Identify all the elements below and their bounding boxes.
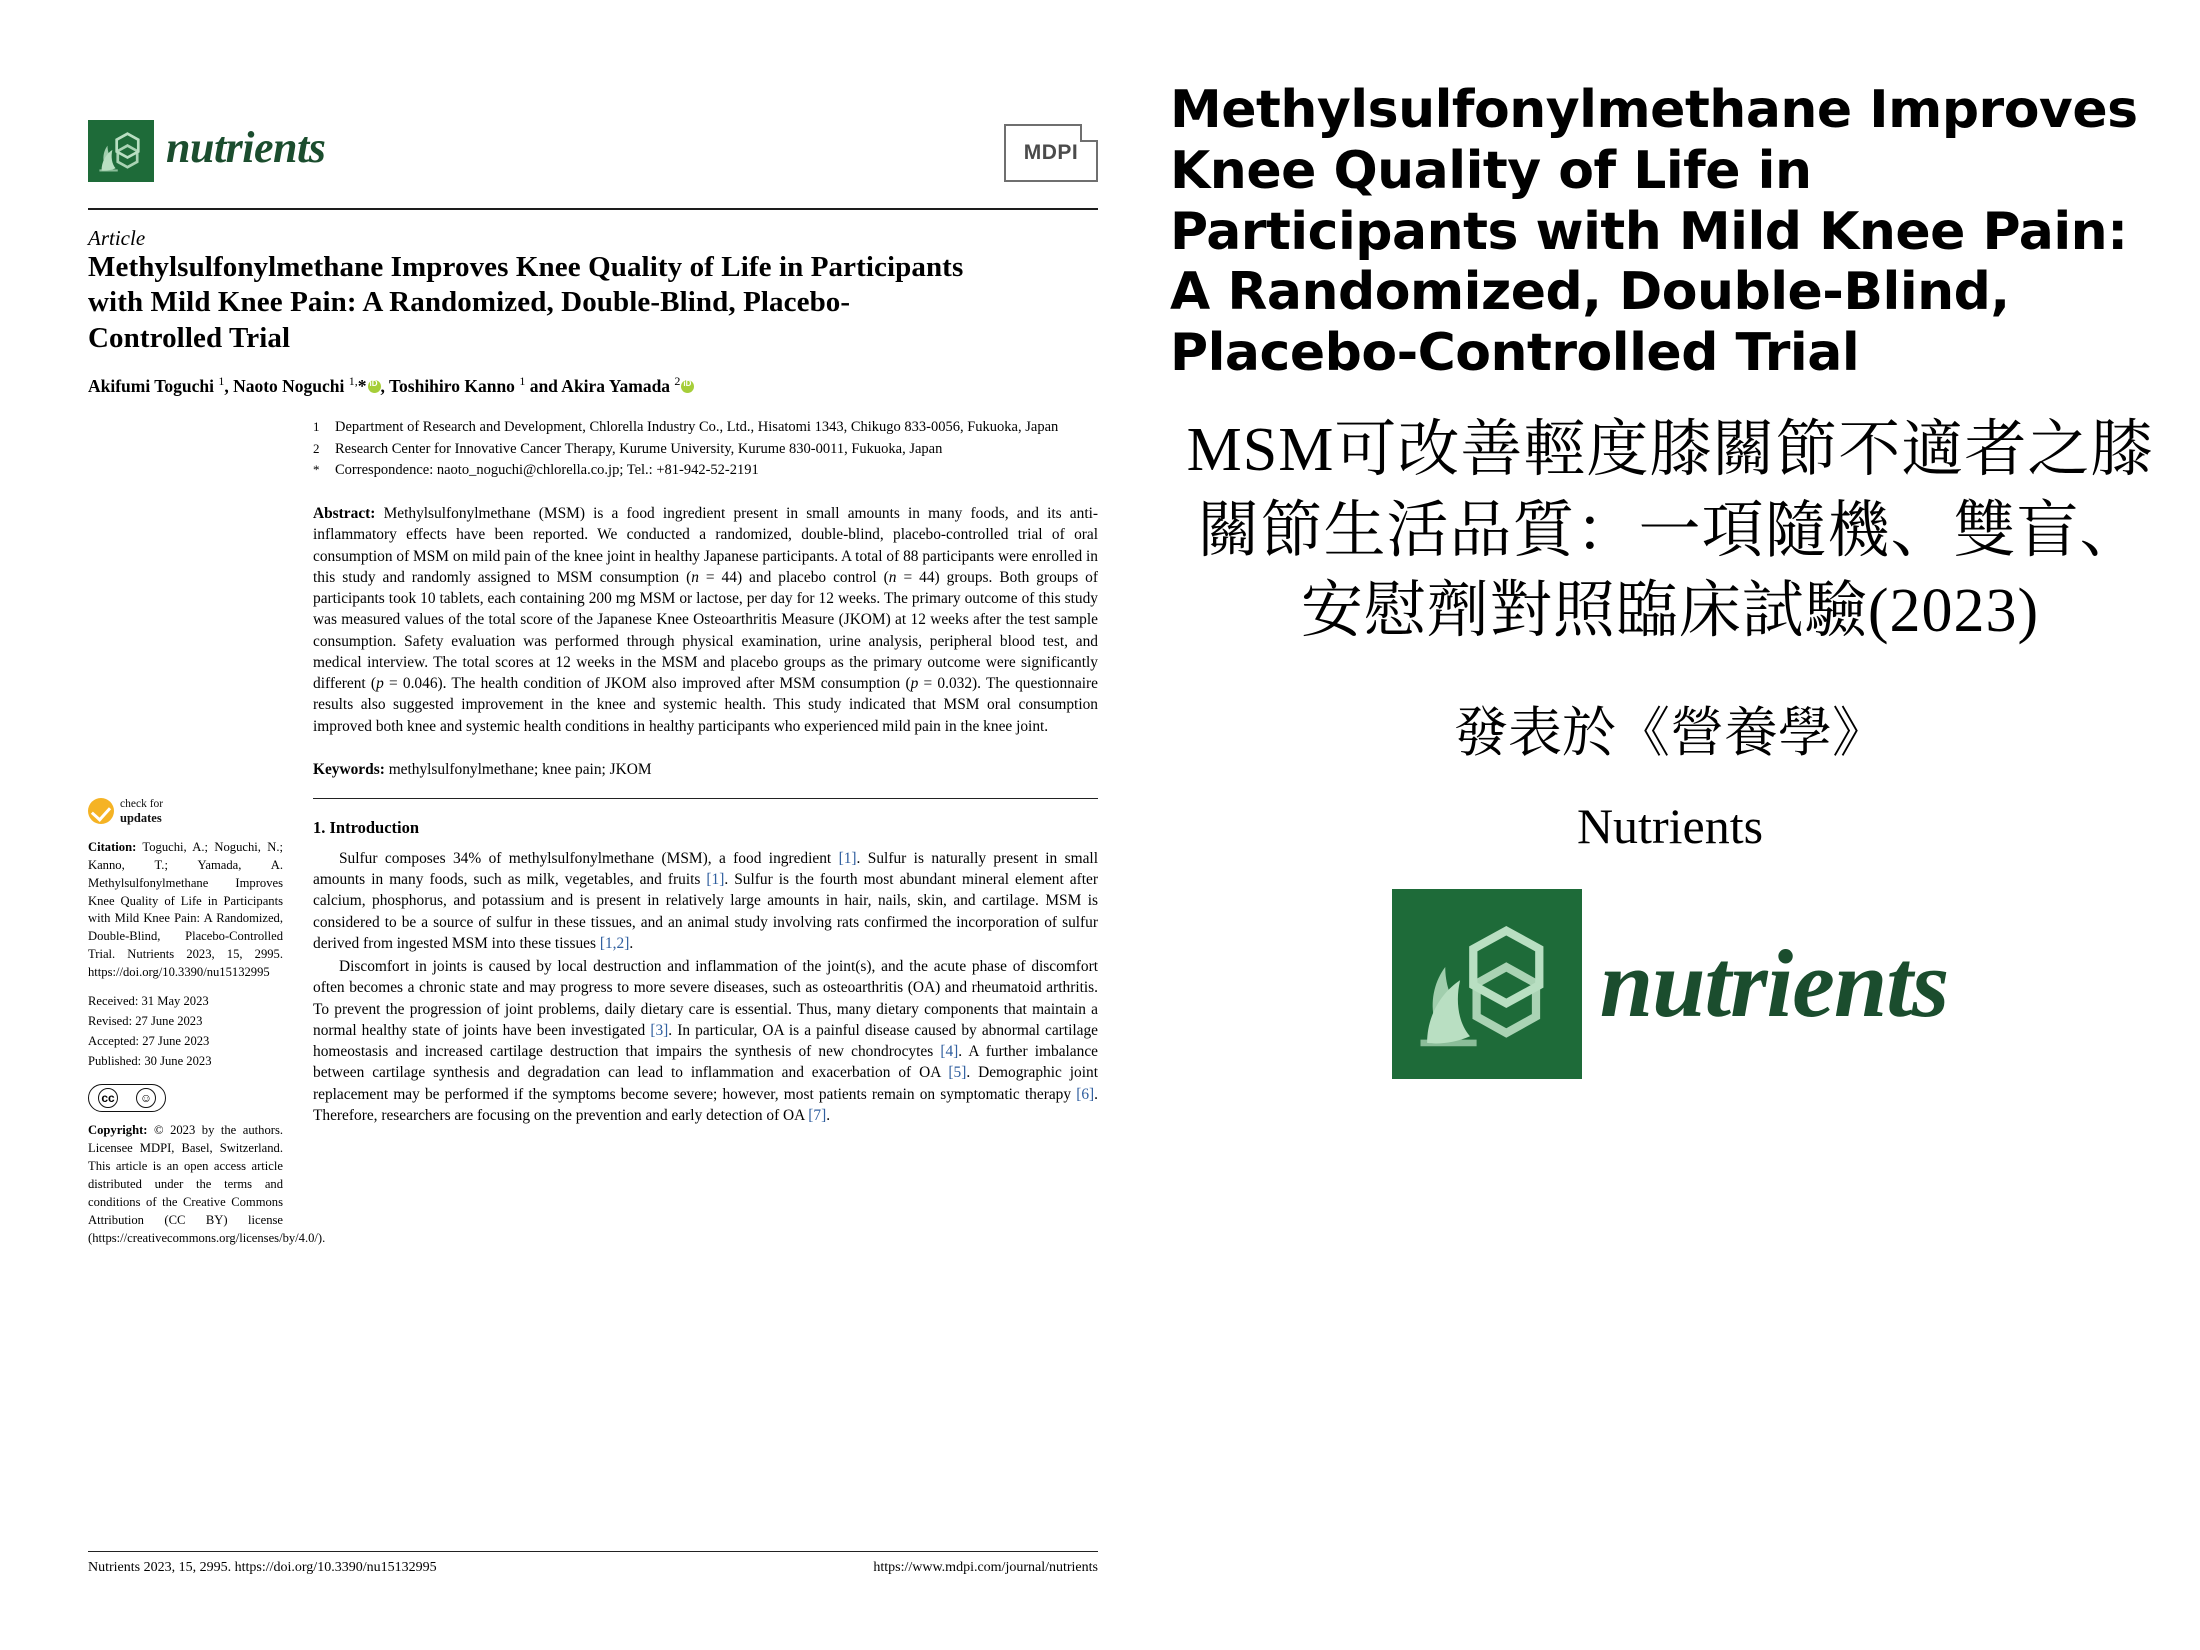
abstract-text: Methylsulfonylmethane (MSM) is a food ingredient present in small amounts in many foods, and its anti-inflammatory effects have been reported. We conducted a randomized, double-blind, placebo-controlled trial of oral consumption of MSM on mild pain of the knee joint in healthy Japanese participants. A total of 88 participants were enrolled in this study and randomly assigned to MSM consumption (n = 44) and placebo control (n = 44) groups. Both groups of participants took 10 tablets, each containing 200 mg MSM or lactose, per day for 12 weeks. The primary outcome of this study was measured values of the total score of the Japanese Knee Osteoarthritis Measure (JKOM) at 12 weeks after the test sample consumption. Safety evaluation was performed through physical examination, urine analysis, peripheral blood test, and medical interview. The total scores at 12 weeks in the MSM and placebo groups as the primary outcome were significantly different (p = 0.046). The health condition of JKOM also improved after MSM consumption (p = 0.032). The questionnaire results also suggested improvement in the knee and systemic health. This study indicated that MSM oral consumption improved both knee and systemic health conditions in healthy participants who experienced mild pain in the knee joint.	[313, 505, 1099, 735]
abstract-block	[313, 503, 1098, 737]
page-title: Methylsulfonylmethane Improves Knee Quality of Life in Participants with Mild Knee Pain: A Randomized, Double-Blind, Placebo-Controlled Trial	[88, 251, 964, 354]
affiliation-item	[313, 418, 1098, 438]
mdpi-label: MDPI	[1023, 141, 1079, 164]
article-type-label: Article	[88, 226, 146, 250]
poster-logo-wordmark: nutrients	[1599, 930, 1949, 1038]
affiliations-block	[313, 418, 1098, 481]
section-divider	[313, 798, 1098, 799]
cc-circle-icon: cc	[98, 1088, 118, 1108]
poster-title-chinese: MSM可改善輕度膝關節不適者之膝關節生活品質：一項隨機、雙盲、安慰劑對照臨床試驗(2023)	[1186, 416, 2154, 646]
affiliation-text: Department of Research and Development, Chlorella Industry Co., Ltd., Hisatomi 1343, Chikugo 833-0056, Fukuoka, Japan	[335, 419, 1059, 435]
check-for-updates-label	[120, 798, 163, 825]
affiliation-marker: *	[313, 462, 320, 478]
journal-wordmark: nutrients	[166, 123, 326, 172]
abstract-label: Abstract:	[313, 505, 376, 523]
intro-paragraph-2: Discomfort in joints is caused by local destruction and inflammation of the joint(s), and the acute phase of discomfort often becomes a chronic state and may progress to more severe diseases, such as osteoarthritis (OA) and rheumatoid arthritis. To prevent the progression of joint problems, daily dietary care is essential. Thus, many dietary components that maintain a normal healthy state of joints have been investigated [3]. In particular, OA is a painful disease caused by abnormal cartilage homeostasis and increased cartilage destruction that impairs the synthesis of new chondrocytes [4]. A further imbalance between cartilage synthesis and degradation can lead to inflammation and exacerbation of OA [5]. Demographic joint replacement may be performed if the symptoms become severe; however, most patients remain on symptomatic therapy [6]. Therefore, researchers are focusing on the prevention and early detection of OA [7].	[313, 958, 1098, 1124]
left-gutter-metadata	[88, 798, 326, 1259]
date-accepted: Accepted: 27 June 2023	[88, 1033, 210, 1048]
check-for-updates-line1: check for	[120, 798, 164, 810]
section-heading-introduction: 1. Introduction	[313, 818, 420, 838]
journal-article-page	[88, 118, 1098, 1594]
poster-logo-row	[1170, 889, 2170, 1079]
keywords-text: methylsulfonylmethane; knee pain; JKOM	[388, 760, 652, 778]
by-person-icon: ☺	[136, 1088, 156, 1108]
date-revised: Revised: 27 June 2023	[88, 1013, 203, 1028]
citation-block	[88, 839, 283, 982]
article-body-column	[313, 418, 1098, 1128]
poster-journal-name: Nutrients	[1576, 797, 1764, 854]
author-list: Akifumi Toguchi $^1$, Naoto Noguchi $^{1,}$* iD , Toshihiro Kanno $^1$ and Akira Yamada $^2$iD	[88, 374, 988, 397]
nutrients-logo-icon	[88, 120, 154, 182]
correspondence-text: Correspondence: naoto_noguchi@chlorella.co.jp; Tel.: +81-942-52-2191	[335, 462, 759, 479]
poster-pane	[1150, 0, 2200, 1650]
copyright-label: Copyright:	[88, 1123, 148, 1138]
poster-published-in: 發表於《營養學》	[1454, 702, 1886, 763]
nutrients-logo-icon-large	[1392, 889, 1582, 1079]
cc-license-icon	[88, 1084, 166, 1112]
check-for-updates-line2: updates	[120, 810, 162, 825]
poster-title-english: Methylsulfonylmethane Improves Knee Quality of Life in Participants with Mild Knee Pain: A Randomized, Double-Blind, Placebo-Controlled Trial	[1170, 80, 2138, 384]
creative-commons-badges[interactable]	[88, 1084, 283, 1112]
date-received: Received: 31 May 2023	[88, 993, 209, 1008]
keywords-block	[313, 759, 1098, 780]
copyright-text: © 2023 by the authors. Licensee MDPI, Basel, Switzerland. This article is an open access article distributed under the terms and conditions of the Creative Commons Attribution (CC BY) license (https://creativecommons.org/licenses/by/4.0/).	[88, 1123, 326, 1245]
affiliation-item	[313, 461, 1098, 481]
publication-dates	[88, 993, 283, 1071]
affiliation-marker: 2	[313, 440, 320, 456]
date-published: Published: 30 June 2023	[88, 1053, 212, 1068]
citation-label: Citation:	[88, 839, 137, 854]
keywords-label: Keywords:	[313, 760, 385, 778]
page-footer	[88, 1551, 1098, 1576]
citation-text: Toguchi, A.; Noguchi, N.; Kanno, T.; Yamada, A. Methylsulfonylmethane Improves Knee Quality of Life in Participants with Mild Knee Pain: A Randomized, Double-Blind, Placebo-Controlled Trial. Nutrients 2023, 15, 2995. https://doi.org/10.3390/nu15132995	[88, 839, 283, 979]
check-for-updates-badge[interactable]	[88, 798, 283, 825]
mdpi-logo	[1004, 124, 1098, 182]
footer-journal-url[interactable]: https://www.mdpi.com/journal/nutrients	[873, 1560, 1098, 1575]
checkmark-icon	[88, 798, 114, 824]
affiliation-item	[313, 440, 1098, 460]
intro-paragraph-1: Sulfur composes 34% of methylsulfonylmethane (MSM), a food ingredient [1]. Sulfur is naturally present in small amounts in many foods, such as milk, vegetables, and fruits [1]. Sulfur is the fourth most abundant mineral element after calcium, phosphorus, and potassium and is present in relatively large amounts in hair, nails, skin, and cartilage. MSM is considered to be a source of sulfur in these tissues, and an animal study involving rats confirmed the incorporation of sulfur derived from ingested MSM into these tissues [1,2].	[313, 849, 1099, 952]
copyright-block	[88, 1122, 326, 1247]
footer-citation: Nutrients 2023, 15, 2995. https://doi.org/10.3390/nu15132995	[88, 1560, 437, 1575]
journal-header	[88, 118, 1098, 210]
affiliation-text: Research Center for Innovative Cancer Therapy, Kurume University, Kurume 830-0011, Fukuoka, Japan	[335, 440, 943, 457]
affiliation-marker: 1	[313, 419, 320, 434]
